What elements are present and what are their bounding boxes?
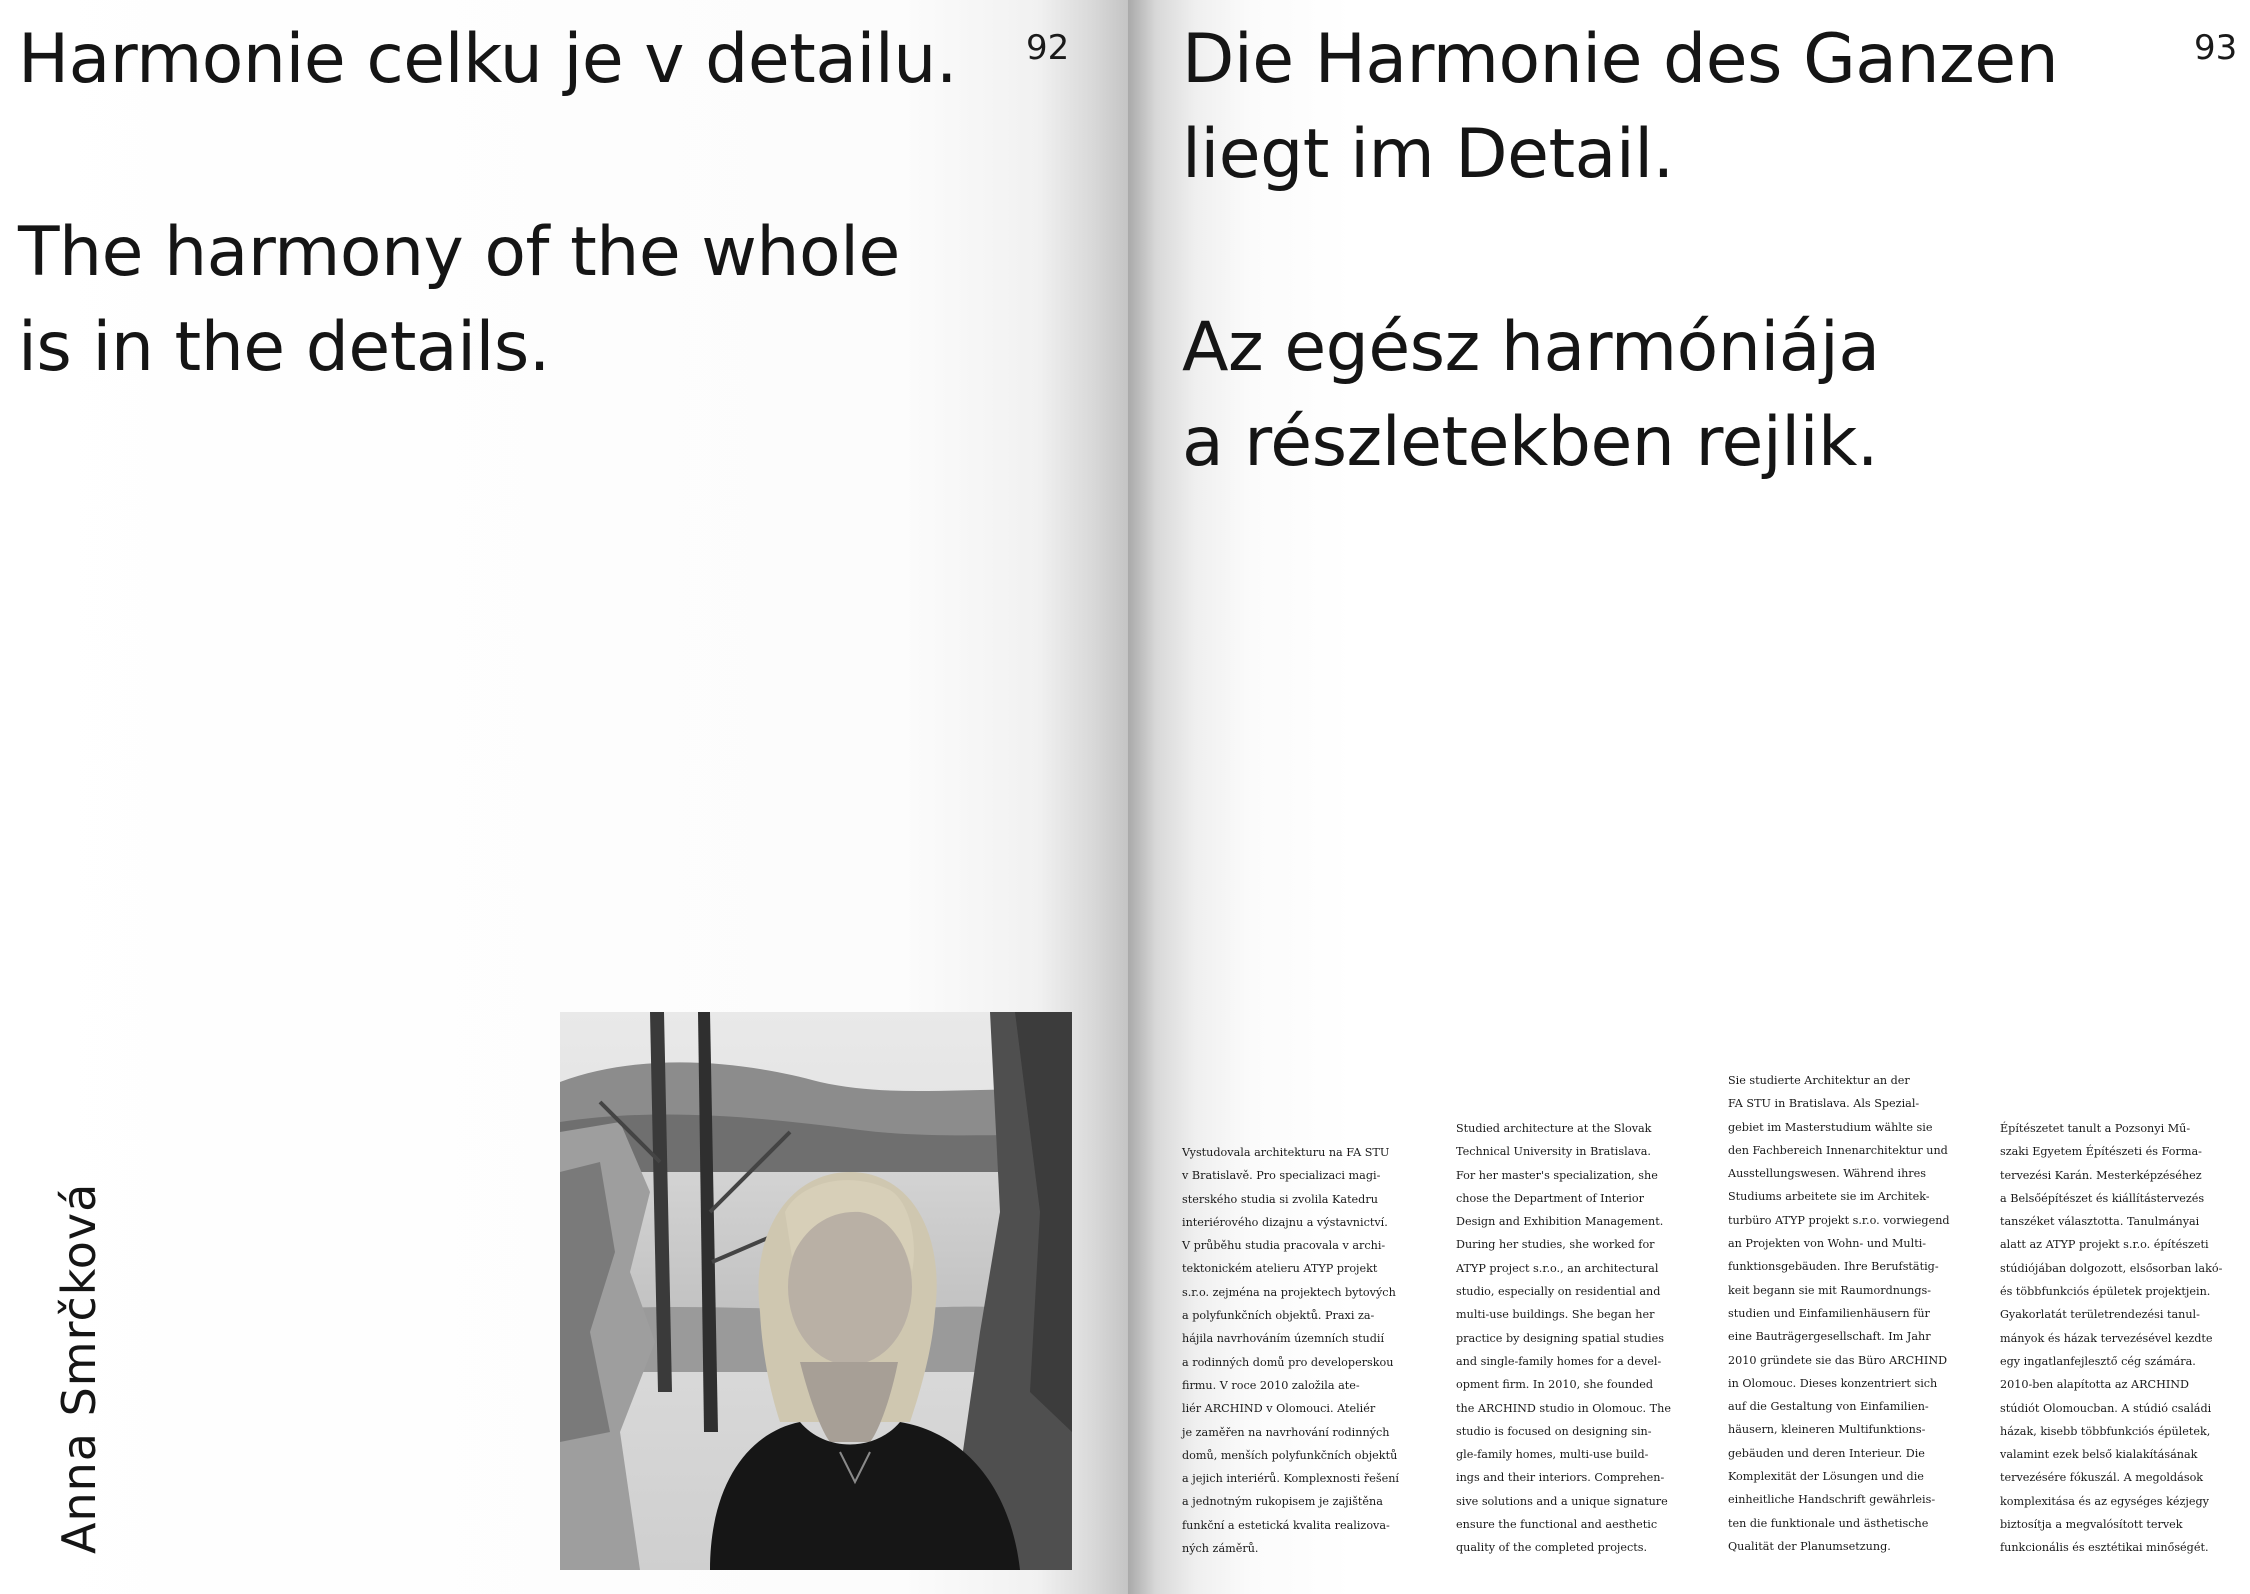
- bio-line: Komplexität der Lösungen und die: [1728, 1470, 1924, 1484]
- bio-line: hájila navrhováním územních studií: [1182, 1332, 1385, 1346]
- heading-line: Harmonie celku je v detailu.: [18, 20, 957, 99]
- right-page: [1128, 0, 2250, 1594]
- bio-line: tervezési Karán. Mesterképzéséhez: [2000, 1168, 2202, 1182]
- bio-line: studien und Einfamilienhäusern für: [1728, 1306, 1930, 1320]
- bio-line: szaki Egyetem Építészeti és Forma-: [2000, 1145, 2202, 1159]
- bio-line: chose the Department of Interior: [1456, 1191, 1644, 1205]
- bio-line: a polyfunkčních objektů. Praxi za-: [1182, 1309, 1375, 1323]
- bio-line: és többfunkciós épületek projektjein.: [2000, 1285, 2211, 1299]
- bio-line: opment firm. In 2010, she founded: [1456, 1378, 1654, 1392]
- heading-line: Die Harmonie des Ganzen: [1182, 20, 2059, 99]
- bio-line: For her master's specialization, she: [1456, 1168, 1658, 1182]
- bio-line: stúdiójában dolgozott, elsősorban lakó-: [2000, 1261, 2223, 1275]
- bio-line: funktionsgebäuden. Ihre Berufstätig-: [1728, 1260, 1939, 1274]
- heading-line: a részletekben rejlik.: [1182, 403, 1878, 482]
- heading-czech: [18, 12, 957, 107]
- heading-english: [18, 205, 900, 395]
- bio-line: the ARCHIND studio in Olomouc. The: [1456, 1401, 1671, 1415]
- portrait-photo: [560, 1012, 1072, 1570]
- bio-line: funkční a estetická kvalita realizova-: [1182, 1518, 1390, 1532]
- bio-line: a rodinných domů pro developerskou: [1182, 1355, 1394, 1369]
- bio-german: [1728, 1069, 1950, 1558]
- bio-line: sterského studia si zvolila Katedru: [1182, 1192, 1378, 1206]
- bio-line: häusern, kleineren Multifunktions-: [1728, 1423, 1926, 1437]
- bio-line: eine Bauträgergesellschaft. Im Jahr: [1728, 1330, 1931, 1344]
- heading-hungarian: [1182, 300, 1880, 490]
- bio-english: [1456, 1117, 1671, 1560]
- heading-line: The harmony of the whole: [18, 213, 900, 292]
- bio-line: tanszéket választotta. Tanulmányai: [2000, 1215, 2200, 1229]
- heading-german: [1182, 12, 2058, 202]
- bio-line: stúdiót Olomoucban. A stúdió családi: [2000, 1401, 2212, 1415]
- bio-line: ensure the functional and aesthetic: [1456, 1518, 1658, 1532]
- bio-line: alatt az ATYP projekt s.r.o. építészeti: [2000, 1238, 2209, 1252]
- bio-line: gebiet im Masterstudium wählte sie: [1728, 1120, 1933, 1134]
- page-number: 92: [1026, 28, 1070, 68]
- bio-line: Gyakorlatát területrendezési tanul-: [2000, 1308, 2200, 1322]
- bio-line: a jejich interiérů. Komplexnosti řešení: [1182, 1472, 1399, 1486]
- bio-czech: [1182, 1141, 1399, 1560]
- bio-hungarian: [2000, 1117, 2222, 1560]
- bio-line: V průběhu studia pracovala v archi-: [1182, 1239, 1386, 1253]
- bio-line: practice by designing spatial studies: [1456, 1331, 1664, 1345]
- heading-line: Az egész harmóniája: [1182, 308, 1880, 387]
- bio-line: an Projekten von Wohn- und Multi-: [1728, 1237, 1927, 1251]
- bio-line: firmu. V roce 2010 založila ate-: [1182, 1378, 1360, 1392]
- bio-line: turbüro ATYP projekt s.r.o. vorwiegend: [1728, 1213, 1950, 1227]
- bio-line: mányok és házak tervezésével kezdte: [2000, 1331, 2213, 1345]
- bio-line: Qualität der Planumsetzung.: [1728, 1539, 1891, 1553]
- bio-line: auf die Gestaltung von Einfamilien-: [1728, 1400, 1929, 1414]
- bio-line: in Olomouc. Dieses konzentriert sich: [1728, 1376, 1938, 1390]
- bio-line: 2010 gründete sie das Büro ARCHIND: [1728, 1353, 1948, 1367]
- bio-line: sive solutions and a unique signature: [1456, 1494, 1668, 1508]
- bio-line: During her studies, she worked for: [1456, 1238, 1655, 1252]
- bio-line: a jednotným rukopisem je zajištěna: [1182, 1495, 1383, 1509]
- portrait-photo-graphic: [560, 1012, 1072, 1570]
- bio-line: valamint ezek belső kialakításának: [2000, 1448, 2198, 1462]
- bio-line: ten die funktionale und ästhetische: [1728, 1516, 1929, 1530]
- bio-line: gle-family homes, multi-use build-: [1456, 1448, 1649, 1462]
- bio-line: studio, especially on residential and: [1456, 1285, 1661, 1299]
- bio-line: házak, kisebb többfunkciós épületek,: [2000, 1424, 2211, 1438]
- page-number: 93: [2194, 28, 2238, 68]
- bio-line: biztosítja a megvalósított tervek: [2000, 1518, 2183, 1532]
- bio-line: studio is focused on designing sin-: [1456, 1424, 1652, 1438]
- bio-line: ATYP project s.r.o., an architectural: [1456, 1261, 1659, 1275]
- bio-line: Építészetet tanult a Pozsonyi Mű-: [2000, 1122, 2191, 1135]
- bio-line: Design and Exhibition Management.: [1456, 1215, 1664, 1229]
- bio-line: domů, menších polyfunkčních objektů: [1182, 1448, 1398, 1462]
- bio-line: v Bratislavě. Pro specializaci magi-: [1182, 1169, 1381, 1183]
- bio-line: einheitliche Handschrift gewährleis-: [1728, 1493, 1936, 1507]
- bio-line: interiérového dizajnu a výstavnictví.: [1182, 1215, 1388, 1229]
- bio-line: tervezésére fókuszál. A megoldások: [2000, 1471, 2204, 1485]
- bio-line: ných záměrů.: [1182, 1542, 1259, 1556]
- bio-line: Vystudovala architekturu na FA STU: [1182, 1146, 1390, 1159]
- bio-line: tektonickém atelieru ATYP projekt: [1182, 1262, 1378, 1276]
- bio-line: egy ingatlanfejlesztő cég számára.: [2000, 1354, 2196, 1368]
- bio-line: komplexitása és az egységes kézjegy: [2000, 1494, 2209, 1508]
- bio-line: Studiums arbeitete sie im Architek-: [1728, 1190, 1930, 1204]
- bio-line: keit begann sie mit Raumordnungs-: [1728, 1283, 1932, 1297]
- bio-line: and single-family homes for a devel-: [1456, 1354, 1662, 1368]
- heading-line: liegt im Detail.: [1182, 115, 1674, 194]
- bio-line: ings and their interiors. Comprehen-: [1456, 1471, 1665, 1485]
- heading-line: is in the details.: [18, 308, 550, 387]
- bio-line: liér ARCHIND v Olomouci. Ateliér: [1182, 1402, 1376, 1416]
- bio-line: Studied architecture at the Slovak: [1456, 1122, 1652, 1135]
- bio-line: Sie studierte Architektur an der: [1728, 1074, 1910, 1087]
- author-name: Anna Smrčková: [52, 1182, 106, 1554]
- bio-line: Ausstellungswesen. Während ihres: [1728, 1167, 1927, 1181]
- bio-line: je zaměřen na navrhování rodinných: [1182, 1425, 1390, 1439]
- bio-line: gebäuden und deren Interieur. Die: [1728, 1446, 1925, 1460]
- bio-line: multi-use buildings. She began her: [1456, 1308, 1655, 1322]
- bio-line: s.r.o. zejména na projektech bytových: [1182, 1285, 1396, 1299]
- bio-line: 2010-ben alapította az ARCHIND: [2000, 1378, 2190, 1392]
- bio-line: FA STU in Bratislava. Als Spezial-: [1728, 1097, 1920, 1111]
- bio-line: a Belsőépítészet és kiállítástervezés: [2000, 1191, 2205, 1205]
- bio-line: funkcionális és esztétikai minőségét.: [2000, 1541, 2209, 1555]
- bio-line: den Fachbereich Innenarchitektur und: [1728, 1143, 1948, 1157]
- bio-line: Technical University in Bratislava.: [1456, 1145, 1651, 1159]
- bio-line: quality of the completed projects.: [1456, 1541, 1648, 1555]
